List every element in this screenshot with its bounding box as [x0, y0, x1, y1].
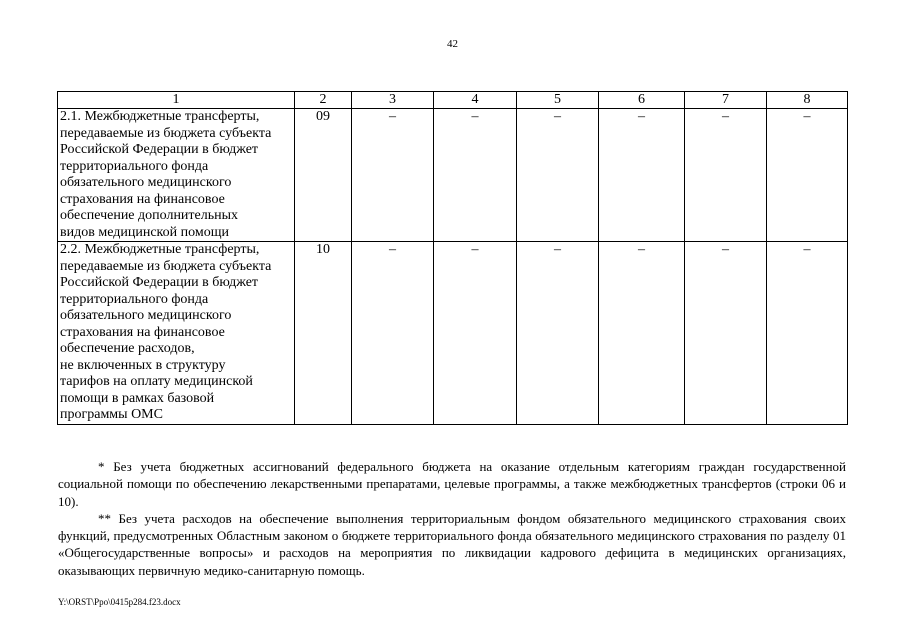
column-header: 3	[352, 92, 434, 109]
row-description	[58, 109, 295, 242]
table-cell: –	[517, 242, 599, 425]
footnotes	[58, 458, 846, 579]
row-description-line: не включенных в структуру	[60, 357, 226, 373]
table-row	[58, 242, 848, 425]
row-code: 10	[295, 242, 352, 425]
column-header: 7	[685, 92, 767, 109]
table-row	[58, 109, 848, 242]
page-number: 42	[447, 38, 458, 50]
row-description-line: Российской Федерации в бюджет	[60, 142, 259, 157]
table-cell: –	[599, 242, 685, 425]
row-description	[58, 242, 295, 425]
row-description-line: видов медицинской помощи	[60, 224, 229, 240]
footnote-2: ** Без учета расходов на обеспечение выполнения территориальным фондом обязательного медицинского страхования своих функций, предусмотренных Областным законом о бюджете территориального фонда обязательного медицинского страхования по разделу 01 «Общегосударственные вопросы» и расходов на мероприятия по ликвидации кадрового дефицита в медицинских организациях, оказывающих первичную медико-санитарную помощь.	[58, 510, 846, 578]
table-cell: –	[685, 109, 767, 242]
row-description-line: программы ОМС	[60, 407, 163, 422]
column-header: 6	[599, 92, 685, 109]
table-cell: –	[767, 242, 848, 425]
column-header: 1	[58, 92, 295, 109]
row-description-line: Российской Федерации в бюджет	[60, 275, 259, 290]
row-description-line: обязательного медицинского	[60, 308, 232, 323]
column-header: 5	[517, 92, 599, 109]
row-description-line: 2.2. Межбюджетные трансферты,	[60, 242, 260, 257]
table-cell: –	[434, 109, 517, 242]
row-description-line: помощи в рамках базовой	[60, 390, 215, 406]
table-cell: –	[599, 109, 685, 242]
row-code: 09	[295, 109, 352, 242]
table-cell: –	[434, 242, 517, 425]
row-description-line: обеспечение дополнительных	[60, 208, 239, 223]
row-description-line: территориального фонда	[60, 291, 209, 307]
footnote-1: * Без учета бюджетных ассигнований федерального бюджета на оказание отдельным категориям граждан государственной социальной помощи по обеспечению лекарственными препаратами, целевые программы, а также межбюджетных трансфертов (строки 06 и 10).	[58, 459, 846, 509]
row-description-line: 2.1. Межбюджетные трансферты,	[60, 109, 260, 124]
table-header-row	[58, 92, 848, 109]
row-description-line: обеспечение расходов,	[60, 341, 195, 356]
column-header: 2	[295, 92, 352, 109]
column-header: 4	[434, 92, 517, 109]
table-cell: –	[352, 242, 434, 425]
column-header: 8	[767, 92, 848, 109]
budget-table	[57, 91, 848, 425]
row-description-line: обязательного медицинского	[60, 175, 232, 190]
row-description-line: страхования на финансовое	[60, 324, 225, 340]
table-cell: –	[685, 242, 767, 425]
table-cell: –	[352, 109, 434, 242]
table-cell: –	[767, 109, 848, 242]
row-description-line: передаваемые из бюджета субъекта	[60, 258, 272, 274]
row-description-line: страхования на финансовое	[60, 191, 225, 207]
row-description-line: передаваемые из бюджета субъекта	[60, 125, 272, 141]
file-path: Y:\ORST\Ppo\0415p284.f23.docx	[58, 597, 181, 607]
row-description-line: территориального фонда	[60, 158, 209, 174]
table-cell: –	[517, 109, 599, 242]
row-description-line: тарифов на оплату медицинской	[60, 374, 253, 389]
